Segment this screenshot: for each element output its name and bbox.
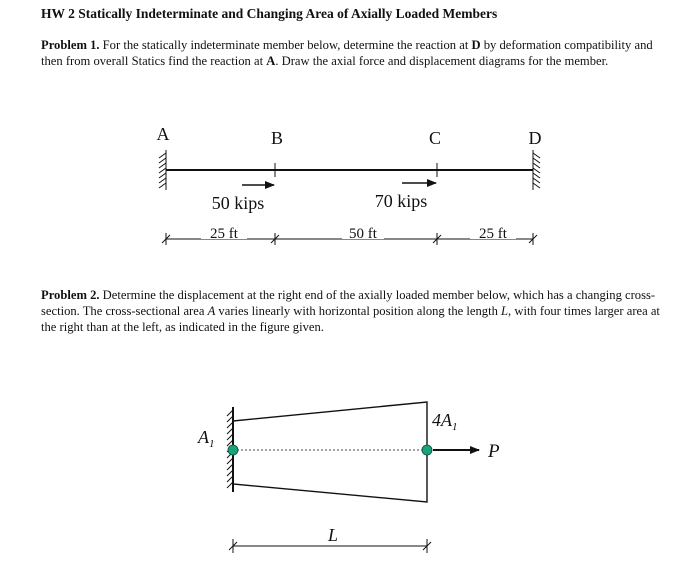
problem-1-point-d: D — [471, 38, 481, 52]
problem-1-body-1: For the statically indeterminate member below, determine the reaction at — [99, 38, 472, 52]
wall-left-a — [159, 150, 166, 190]
length-label: L — [327, 525, 339, 545]
problem-1-label: Problem 1. — [41, 38, 100, 52]
load-label-p: P — [488, 441, 500, 462]
dim-label-ab: 25 ft — [210, 226, 238, 242]
wall-right-d — [533, 150, 540, 190]
figure-1 — [157, 124, 542, 245]
problem-2-body-1: Determine the displacement at the right end of the axially loaded member below, which has a changing cross-section. The cross-sectional area — [41, 288, 656, 318]
figure-2 — [197, 402, 500, 553]
dim-label-bc: 50 ft — [349, 226, 377, 242]
load-label-50: 50 kips — [211, 193, 265, 213]
problem-1-body-2: by deformation compatibility and then from overall Statics find the reaction at — [41, 38, 653, 68]
left-node — [228, 445, 238, 455]
left-area-sub: 1 — [209, 438, 215, 450]
point-c-label: C — [428, 128, 442, 148]
right-node — [422, 445, 432, 455]
problem-2-var-a: A — [207, 304, 216, 318]
load-label-70: 70 kips — [374, 191, 428, 211]
problem-2-var-l: L — [501, 304, 509, 318]
homework-title: HW 2 Statically Indeterminate and Changing Area of Axially Loaded Members — [41, 6, 498, 21]
point-a-label: A — [156, 124, 170, 144]
right-area-sub: 1 — [452, 421, 458, 433]
point-b-label: B — [270, 128, 284, 148]
problem-2-body-3: , with four times larger area at the right than at the left, as indicated in the figure given. — [41, 304, 660, 334]
right-area-main: 4A — [432, 410, 452, 430]
left-area-label — [197, 427, 215, 450]
right-area-label — [432, 410, 458, 433]
left-area-main: A — [198, 427, 209, 447]
dim-label-cd: 25 ft — [479, 226, 507, 242]
problem-2-label: Problem 2. — [41, 288, 100, 302]
point-d-label: D — [528, 128, 542, 148]
problem-1-body-3: . Draw the axial force and displacement diagrams for the member. — [275, 54, 609, 68]
problem-1-point-a: A — [266, 54, 276, 68]
problem-2-body-2: varies linearly with horizontal position along the length — [215, 304, 502, 318]
tapered-member — [233, 402, 427, 502]
